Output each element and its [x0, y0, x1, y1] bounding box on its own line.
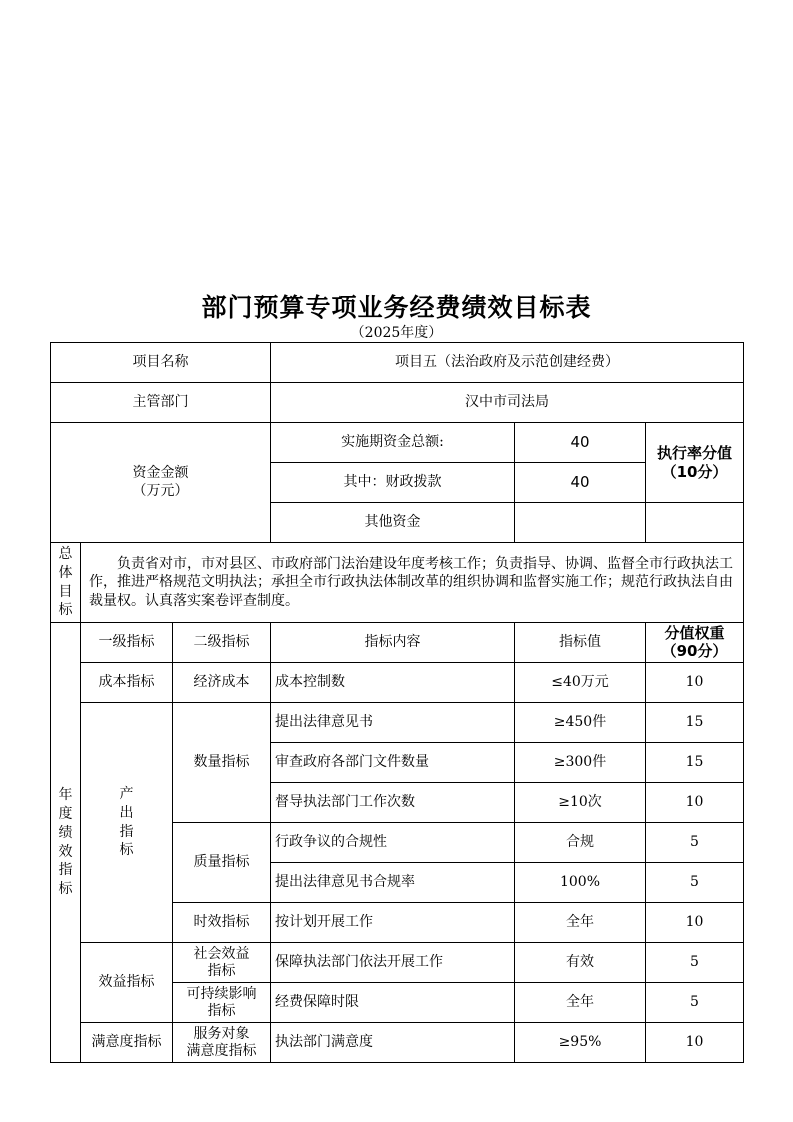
funds-total-value: 40: [515, 423, 646, 463]
timeliness-weight: 10: [646, 903, 744, 943]
funds-other-value: [515, 503, 646, 543]
funds-other-blank: [646, 503, 744, 543]
indicator-header-row: [51, 623, 744, 663]
quality-weight: 5: [646, 823, 744, 863]
goal-row: [51, 543, 744, 623]
header-weight: 分值权重 （90分）: [646, 623, 744, 663]
funds-total-label: 实施期资金总额:: [271, 423, 515, 463]
quality-label: 质量指标: [173, 823, 271, 903]
quantity-value: ≥10次: [515, 783, 646, 823]
quantity-value: ≥300件: [515, 743, 646, 783]
benefit-label: 效益指标: [81, 943, 173, 1023]
page-title: 部门预算专项业务经费绩效目标表: [201, 293, 592, 322]
quality-content: 提出法律意见书合规率: [271, 863, 515, 903]
sustain-value: 全年: [515, 983, 646, 1023]
quantity-weight: 10: [646, 783, 744, 823]
table-row: [51, 663, 744, 703]
cost-weight: 10: [646, 663, 744, 703]
social-content: 保障执法部门依法开展工作: [271, 943, 515, 983]
header-content: 指标内容: [271, 623, 515, 663]
satisfaction-level1: 满意度指标: [81, 1023, 173, 1063]
quality-content: 行政争议的合规性: [271, 823, 515, 863]
sustain-weight: 5: [646, 983, 744, 1023]
cost-content: 成本控制数: [271, 663, 515, 703]
dept-value: 汉中市司法局: [271, 383, 744, 423]
quality-weight: 5: [646, 863, 744, 903]
quantity-weight: 15: [646, 703, 744, 743]
dept-label: 主管部门: [51, 383, 271, 423]
quantity-content: 提出法律意见书: [271, 703, 515, 743]
header-level1: 一级指标: [81, 623, 173, 663]
funds-fiscal-label: 其中：财政拨款: [271, 463, 515, 503]
social-weight: 5: [646, 943, 744, 983]
cost-level2: 经济成本: [173, 663, 271, 703]
funds-fiscal-value: 40: [515, 463, 646, 503]
table-row: [51, 1023, 744, 1063]
goal-text: 负责省对市，市对县区、市政府部门法治建设年度考核工作；负责指导、协调、监督全市行政执法工作，推进严格规范文明执法；承担全市行政执法体制改革的组织协调和监督实施工作；规范行政执法自由裁量权。认真落实案卷评查制度。: [81, 543, 744, 623]
execution-rate-label: 执行率分值 （10分）: [646, 423, 744, 503]
performance-table: [50, 342, 744, 1063]
sustain-label: 可持续影响 指标: [173, 983, 271, 1023]
social-value: 有效: [515, 943, 646, 983]
satisfaction-content: 执法部门满意度: [271, 1023, 515, 1063]
header-level2: 二级指标: [173, 623, 271, 663]
goal-label: 总体目标: [51, 543, 81, 623]
social-label: 社会效益 指标: [173, 943, 271, 983]
funds-other-label: 其他资金: [271, 503, 515, 543]
timeliness-label: 时效指标: [173, 903, 271, 943]
funds-label: 资金金额 （万元）: [51, 423, 271, 543]
funds-total-row: [51, 423, 744, 463]
cost-value: ≤40万元: [515, 663, 646, 703]
sustain-content: 经费保障时限: [271, 983, 515, 1023]
dept-row: [51, 383, 744, 423]
quantity-content: 督导执法部门工作次数: [271, 783, 515, 823]
quality-value: 100%: [515, 863, 646, 903]
year-subtitle: （2025年度）: [350, 325, 443, 341]
satisfaction-value: ≥95%: [515, 1023, 646, 1063]
project-name-value: 项目五（法治政府及示范创建经费）: [271, 343, 744, 383]
table-row: [51, 703, 744, 743]
quality-value: 合规: [515, 823, 646, 863]
annual-indicators-label: 年度绩效指标: [51, 623, 81, 1063]
project-name-label: 项目名称: [51, 343, 271, 383]
quantity-label: 数量指标: [173, 703, 271, 823]
quantity-weight: 15: [646, 743, 744, 783]
quantity-content: 审查政府各部门文件数量: [271, 743, 515, 783]
timeliness-content: 按计划开展工作: [271, 903, 515, 943]
cost-level1: 成本指标: [81, 663, 173, 703]
table-row: [51, 943, 744, 983]
timeliness-value: 全年: [515, 903, 646, 943]
header-value: 指标值: [515, 623, 646, 663]
output-label: 产出指标: [81, 703, 173, 943]
satisfaction-level2: 服务对象 满意度指标: [173, 1023, 271, 1063]
project-name-row: [51, 343, 744, 383]
satisfaction-weight: 10: [646, 1023, 744, 1063]
quantity-value: ≥450件: [515, 703, 646, 743]
